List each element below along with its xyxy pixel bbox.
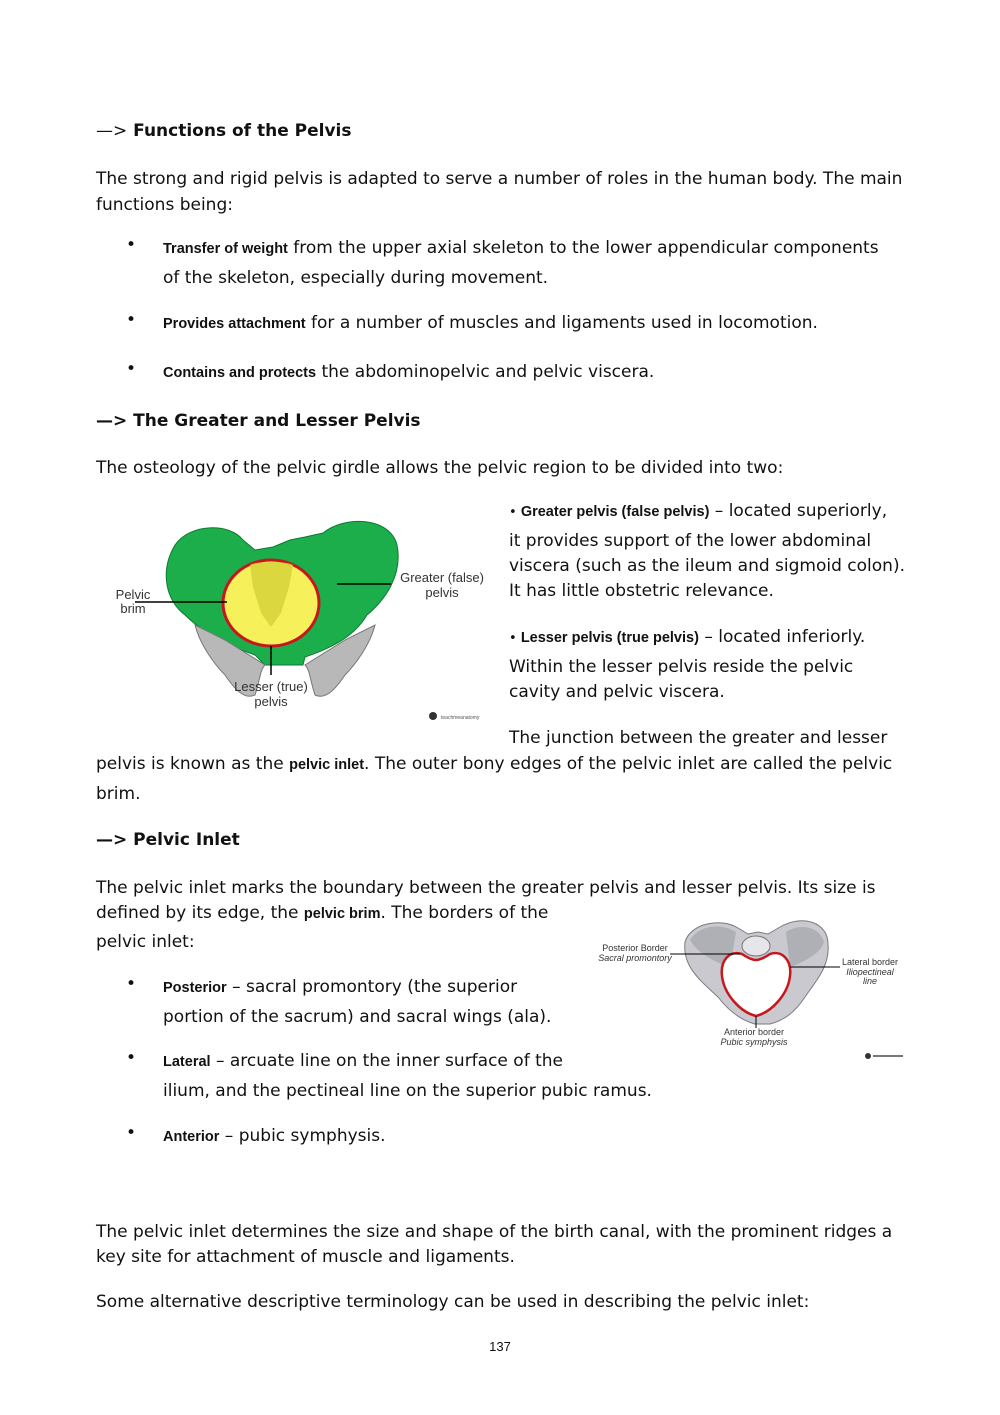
function-item-attachment [163, 309, 818, 339]
bullet-dot: • [126, 1123, 137, 1143]
pelvic-inlet-intro-2 [96, 900, 548, 927]
item-text: – pubic symphysis. [219, 1126, 386, 1146]
label-sacral-promontory: Sacral promontory [598, 953, 672, 963]
bold-term: Lateral [163, 1054, 211, 1070]
bold-term: Greater pelvis (false pelvis) [520, 504, 710, 520]
bold-term: Transfer of weight [163, 241, 288, 257]
watermark-bar [873, 1055, 903, 1057]
pelvis-diagram-figure [105, 505, 500, 730]
item-text: it provides support of the lower abdominal [509, 531, 872, 551]
bold-term: Provides attachment [163, 316, 306, 332]
inlet-border-lateral [163, 1047, 652, 1106]
junction-line-3: brim. [96, 784, 141, 804]
birth-canal-para-1: The pelvic inlet determines the size and shape of the birth canal, with the prominent ridges a [96, 1222, 893, 1242]
function-item-protects [163, 358, 654, 388]
item-text: cavity and pelvic viscera. [509, 682, 725, 702]
item-text: – located inferiorly. [698, 627, 866, 647]
item-text-cont: portion of the sacrum) and sacral wings (ala). [163, 1007, 552, 1027]
item-text: for a number of muscles and ligaments used in locomotion. [305, 313, 818, 333]
item-text-cont: ilium, and the pectineal line on the superior pubic ramus. [163, 1081, 652, 1101]
section-heading-functions [96, 121, 352, 141]
heading-text: Functions of the Pelvis [133, 121, 352, 141]
bold-term: pelvic inlet [289, 757, 365, 773]
section-heading-greater-lesser: —> The Greater and Lesser Pelvis [96, 411, 421, 431]
label-greater-pelvis: Greater (false) [400, 570, 484, 585]
item-text: Within the lesser pelvis reside the pelvic [509, 657, 854, 677]
item-text-cont: of the skeleton, especially during movement. [163, 268, 549, 288]
lesser-pelvis-description: • Lesser pelvis (true pelvis) – located inferiorly. Within the lesser pelvis reside the pelvic cavity and pelvic viscera. [509, 625, 929, 705]
bold-term: Lesser pelvis (true pelvis) [520, 630, 699, 646]
junction-line-2 [96, 751, 926, 778]
label-iliopectineal: Iliopectineal [846, 967, 894, 977]
watermark-logo [429, 712, 437, 720]
label-pelvic-brim-2: brim [120, 601, 146, 616]
intro-text: . The borders of the [380, 903, 549, 923]
junction-text: . The outer bony edges of the pelvic inlet are called the pelvic [364, 754, 893, 774]
bullet-dot: • [126, 1048, 137, 1068]
label-posterior-border: Posterior Border [602, 943, 668, 953]
inlet-border-posterior [163, 973, 551, 1032]
bullet-dot: • [126, 235, 137, 255]
sacral-promontory [742, 936, 770, 956]
heading-arrow: —> [96, 121, 128, 141]
label-lesser-pelvis: Lesser (true) [234, 679, 308, 694]
item-text: It has little obstetric relevance. [509, 581, 774, 601]
label-greater-pelvis-2: pelvis [425, 585, 459, 600]
pelvic-inlet-intro-1: The pelvic inlet marks the boundary between the greater pelvis and lesser pelvis. Its size is [96, 878, 876, 898]
item-text: the abdominopelvic and pelvic viscera. [316, 362, 655, 382]
functions-intro: The strong and rigid pelvis is adapted to serve a number of roles in the human body. The main functions being: [96, 169, 903, 215]
bold-term: Anterior [163, 1129, 220, 1145]
watermark-logo [865, 1053, 871, 1059]
item-text: viscera (such as the ileum and sigmoid colon). [509, 556, 905, 576]
greater-lesser-intro: The osteology of the pelvic girdle allows the pelvic region to be divided into two: [96, 458, 784, 478]
label-lesser-pelvis-2: pelvis [254, 694, 288, 709]
inlet-border-anterior [163, 1122, 386, 1152]
bold-term: Posterior [163, 980, 227, 996]
label-pubic-symphysis: Pubic symphysis [720, 1037, 788, 1047]
junction-text: pelvis is known as the [96, 754, 290, 774]
bullet-dot: • [126, 310, 137, 330]
pelvic-inlet-figure [590, 912, 910, 1062]
label-anterior-border: Anterior border [723, 1027, 785, 1037]
item-text: from the upper axial skeleton to the lower appendicular components [287, 238, 879, 258]
item-text: – arcuate line on the inner surface of the [210, 1051, 563, 1071]
alternative-terminology: Some alternative descriptive terminology can be used in describing the pelvic inlet: [96, 1292, 810, 1312]
section-heading-pelvic-inlet: —> Pelvic Inlet [96, 830, 240, 850]
function-item-weight [163, 234, 943, 293]
bold-term: Contains and protects [163, 365, 317, 381]
pelvic-inlet-intro-3: pelvic inlet: [96, 932, 195, 952]
watermark-text: teachmeanatomy [441, 715, 480, 721]
label-lateral-border: Lateral border [841, 957, 899, 967]
bullet-dot: • [126, 974, 137, 994]
bold-term: pelvic brim [303, 906, 381, 922]
page-number: 137 [489, 1339, 511, 1354]
bullet-dot: • [126, 359, 137, 379]
greater-pelvis-description: • Greater pelvis (false pelvis) – located superiorly, it provides support of the lower abdominal viscera (such as the ileum and sigmoid colon). It has little obstetric relevance. [509, 499, 929, 604]
item-text: – located superiorly, [709, 501, 888, 521]
junction-line-1: The junction between the greater and lesser [509, 728, 888, 748]
intro-text: defined by its edge, the [96, 903, 304, 923]
label-pelvic-brim: Pelvic [115, 587, 151, 602]
item-text: – sacral promontory (the superior [226, 977, 518, 997]
birth-canal-para-2: key site for attachment of muscle and ligaments. [96, 1247, 515, 1267]
label-line: line [862, 976, 878, 986]
